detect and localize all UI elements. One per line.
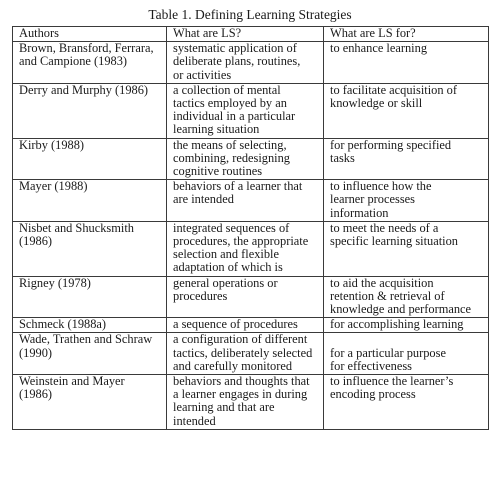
table-row <box>13 180 489 222</box>
cell-authors: Mayer (1988) <box>13 180 167 222</box>
cell-for: for performing specified tasks <box>324 138 489 180</box>
table-row <box>13 221 489 276</box>
table-row <box>13 375 489 430</box>
cell-authors: Weinstein and Mayer (1986) <box>13 375 167 430</box>
cell-what: behaviors and thoughts that a learner engages in during learning and that are intended <box>167 375 324 430</box>
cell-authors: Brown, Bransford, Ferrara, and Campione (1983) <box>13 42 167 84</box>
cell-what: integrated sequences of procedures, the appropriate selection and flexible adaptation of which is <box>167 221 324 276</box>
cell-authors: Derry and Murphy (1986) <box>13 83 167 138</box>
cell-authors: Wade, Trathen and Schraw (1990) <box>13 333 167 375</box>
table-row <box>13 138 489 180</box>
cell-for: to aid the acquisition retention & retrieval of knowledge and performance <box>324 276 489 318</box>
table-row <box>13 42 489 84</box>
column-header-authors: Authors <box>13 27 167 42</box>
cell-for: to influence the learner’s encoding process <box>324 375 489 430</box>
cell-what: a collection of mental tactics employed by an individual in a particular learning situation <box>167 83 324 138</box>
cell-what: a configuration of different tactics, deliberately selected and carefully monitored <box>167 333 324 375</box>
column-header-what: What are LS? <box>167 27 324 42</box>
cell-what: general operations or procedures <box>167 276 324 318</box>
cell-for: for accomplishing learning <box>324 318 489 333</box>
table-title: Table 1. Defining Learning Strategies <box>148 7 352 22</box>
cell-for: to enhance learning <box>324 42 489 84</box>
table-row <box>13 318 489 333</box>
table-row <box>13 333 489 375</box>
column-header-for: What are LS for? <box>324 27 489 42</box>
cell-what: a sequence of procedures <box>167 318 324 333</box>
table-row <box>13 276 489 318</box>
cell-what: systematic application of deliberate plans, routines, or activities <box>167 42 324 84</box>
table-header-row <box>13 27 489 42</box>
cell-what: the means of selecting, combining, redesigning cognitive routines <box>167 138 324 180</box>
cell-what: behaviors of a learner that are intended <box>167 180 324 222</box>
cell-for: to facilitate acquisition of knowledge or skill <box>324 83 489 138</box>
cell-authors: Schmeck (1988a) <box>13 318 167 333</box>
cell-for: to influence how the learner processes information <box>324 180 489 222</box>
cell-for: for a particular purpose for effectiveness <box>324 333 489 375</box>
cell-authors: Rigney (1978) <box>13 276 167 318</box>
cell-authors: Nisbet and Shucksmith (1986) <box>13 221 167 276</box>
table-row <box>13 83 489 138</box>
learning-strategies-table <box>12 26 489 430</box>
cell-authors: Kirby (1988) <box>13 138 167 180</box>
cell-for: to meet the needs of a specific learning situation <box>324 221 489 276</box>
